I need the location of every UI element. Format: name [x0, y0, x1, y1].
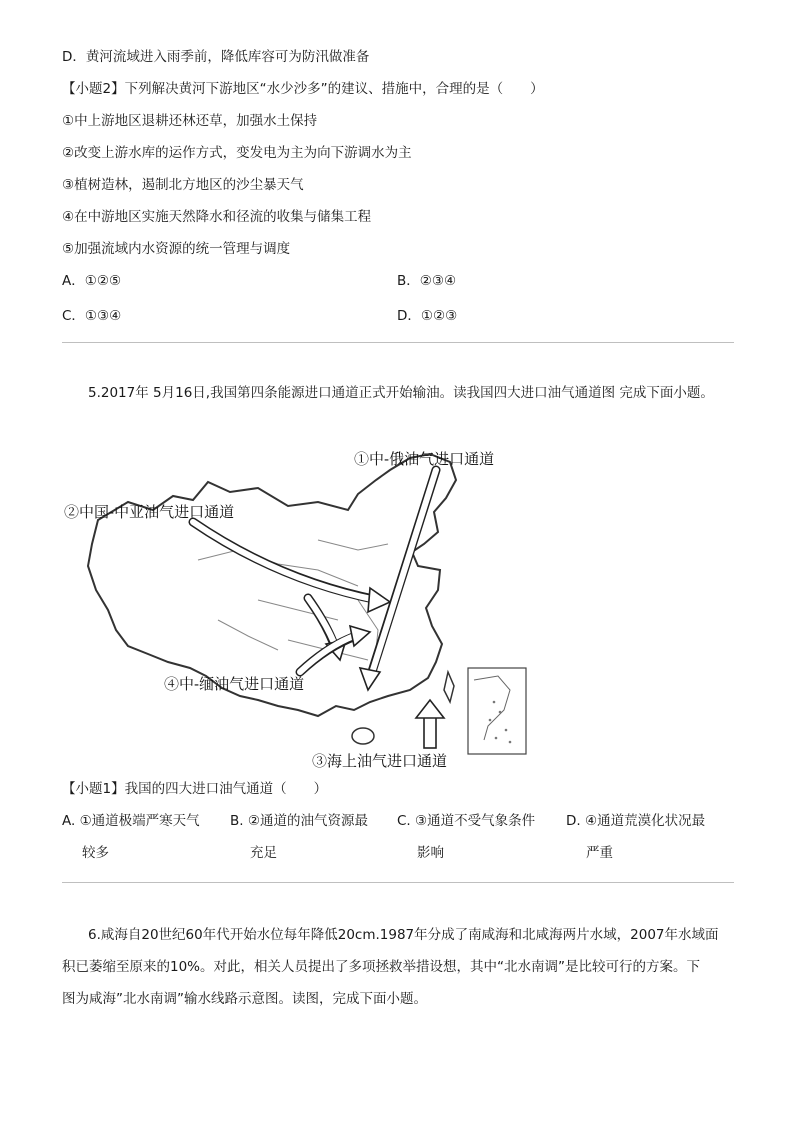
q4-statement-2: ②改变上游水库的运作方式，变发电为主为向下游调水为主 [62, 145, 412, 161]
label-central-asia-channel: ②中国-中亚油气进口通道 [64, 503, 235, 521]
q4-option-c: C．①③④ [62, 308, 122, 324]
label-myanmar-channel: ④中-缅油气进口通道 [164, 675, 305, 693]
q6-stem-line3: 图为咸海”北水南调”输水线路示意图。读图，完成下面小题。 [62, 991, 427, 1007]
q5-option-d-line2: 严重 [586, 845, 613, 861]
q4-option-d: D．黄河流域进入雨季前，降低库容可为防汛做准备 [62, 49, 370, 65]
q4-statement-1: ①中上游地区退耕还林还草，加强水土保持 [62, 113, 318, 129]
label-russia-channel: ①中-俄油气进口通道 [354, 450, 495, 468]
arrow-sea-head [416, 700, 444, 718]
arrow-myanmar-b-head [350, 626, 370, 646]
hainan-island [352, 728, 374, 744]
q4-statement-4: ④在中游地区实施天然降水和径流的收集与储集工程 [62, 209, 372, 225]
q5-sub1-stem: 【小题1】我国的四大进口油气通道（ ） [62, 781, 328, 797]
divider-2 [62, 882, 734, 883]
arrow-sea-shaft [424, 716, 436, 748]
q5-option-c-line1: C. ③通道不受气象条件 [397, 813, 536, 829]
q5-option-a-line1: A. ①通道极端严寒天气 [62, 813, 200, 829]
q5-option-b-line1: B. ②通道的油气资源最 [230, 813, 368, 829]
q5-option-c-line2: 影响 [417, 845, 444, 861]
q5-stem: 5.2017年 5月16日,我国第四条能源进口通道正式开始输油。读我国四大进口油气通道图 完成下面小题。 [88, 385, 714, 401]
taiwan-island [444, 672, 454, 702]
arrow-central-asia-inner [193, 522, 376, 600]
q4-statement-5: ⑤加强流域内水资源的统一管理与调度 [62, 241, 291, 257]
q4-statement-3: ③植树造林，遏制北方地区的沙尘暴天气 [62, 177, 304, 193]
q5-option-d-line1: D. ④通道荒漠化状况最 [566, 813, 706, 829]
province-lines [198, 540, 388, 670]
arrow-myanmar-a-inner [308, 598, 336, 648]
china-oil-gas-channel-map [58, 440, 528, 772]
divider [62, 342, 734, 343]
q4-sub2-stem: 【小题2】下列解决黄河下游地区“水少沙多”的建议、措施中，合理的是（ ） [62, 81, 544, 97]
south-sea-inset [468, 668, 526, 754]
q4-option-a: A．①②⑤ [62, 273, 122, 289]
arrow-russia-head [360, 668, 380, 690]
q4-option-b: B．②③④ [397, 273, 457, 289]
q6-stem-line1: 6.咸海自20世纪60年代开始水位每年降低20cm.1987年分成了南咸海和北咸海两片水域，2007年水域面 [88, 927, 719, 943]
q5-option-b-line2: 充足 [250, 845, 277, 861]
label-sea-channel: ③海上油气进口通道 [312, 752, 448, 770]
q5-option-a-line2: 较多 [82, 845, 109, 861]
arrow-russia-inner [371, 470, 436, 676]
q6-stem-line2: 积已萎缩至原来的10%。对此，相关人员提出了多项拯救举措设想，其中“北水南调”是比较可行的方案。下 [62, 959, 700, 975]
arrow-central-asia-head [368, 588, 390, 612]
arrow-central-asia [193, 522, 378, 600]
q4-option-d2: D．①②③ [397, 308, 458, 324]
map-figure [58, 440, 528, 772]
